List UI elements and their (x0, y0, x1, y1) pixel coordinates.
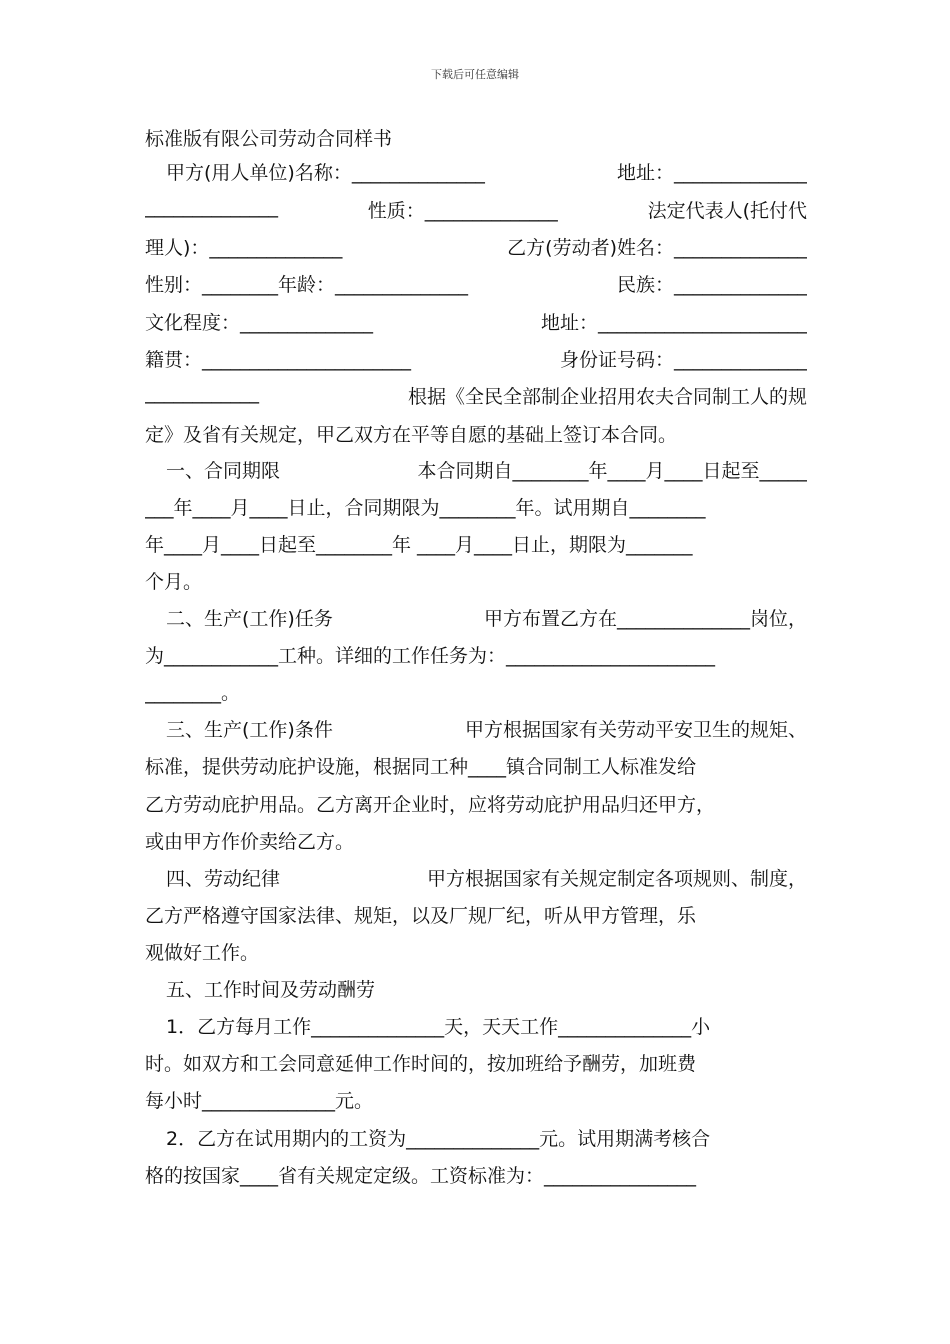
text-segment: 或由甲方作价卖给乙方。 (145, 831, 355, 853)
text-segment: 籍贯：______________________ (145, 349, 412, 371)
text-segment: 个月。 (145, 571, 203, 593)
text-segment: ___年____月____日止，合同期限为________年。试用期自________ (145, 497, 706, 519)
section-heading: 三、生产(工作)条件 (166, 719, 333, 741)
text-segment: 性别：________年龄：______________ (145, 274, 469, 296)
text-segment: 文化程度：______________ (145, 312, 374, 334)
body-line (145, 938, 807, 968)
body-line (145, 196, 807, 226)
body-line (166, 1124, 807, 1154)
body-line (145, 752, 807, 782)
text-segment: 2．乙方在试用期内的工资为______________元。试用期满考核合 (166, 1128, 711, 1150)
text-segment: 每小时______________元。 (145, 1090, 374, 1112)
document-title: 标准版有限公司劳动合同样书 (145, 128, 393, 150)
body-line (166, 604, 807, 634)
text-segment: 性质：______________ (367, 200, 558, 222)
text-segment: 乙方劳动庇护用品。乙方离开企业时，应将劳动庇护用品归还甲方， (145, 794, 716, 816)
body-line (145, 233, 807, 263)
text-segment: 甲方根据国家有关劳动平安卫生的规矩、 (464, 719, 807, 741)
text-segment: 甲方(用人单位)名称：______________ (166, 162, 485, 184)
text-segment: ____________ (145, 382, 259, 404)
text-segment: 为____________工种。详细的工作任务为：______________________ (145, 645, 716, 667)
body-line (145, 641, 807, 671)
text-segment: ________。 (145, 682, 241, 704)
body-line (145, 790, 807, 820)
text-segment: 甲方布置乙方在______________岗位， (483, 608, 807, 630)
body-line (145, 827, 807, 857)
section-heading: 二、生产(工作)任务 (166, 608, 333, 630)
body-line (145, 1086, 807, 1116)
text-segment: 观做好工作。 (145, 942, 260, 964)
body-line (145, 1049, 807, 1079)
text-segment: 甲方根据国家有关规定制定各项规则、制度， (426, 868, 807, 890)
page-header: 下载后可任意编辑 (431, 68, 519, 81)
text-segment: 年____月____日起至________年 ____月____日止，期限为_______ (145, 534, 693, 556)
body-line (145, 345, 807, 375)
body-line (166, 715, 807, 745)
body-line (145, 493, 807, 523)
text-segment: 地址：______________ (616, 162, 807, 184)
text-segment: 格的按国家____省有关规定定级。工资标准为：________________ (145, 1165, 697, 1187)
text-segment: 1．乙方每月工作______________天，天天工作______________小 (166, 1016, 711, 1038)
text-segment: ______________ (145, 196, 278, 218)
text-segment: 定》及省有关规定，甲乙双方在平等自愿的基础上签订本合同。 (145, 424, 678, 446)
body-line (166, 975, 807, 1005)
text-segment: 理人)：______________ (145, 237, 343, 259)
body-line (145, 530, 807, 560)
text-segment: 标准，提供劳动庇护设施，根据同工种____镇合同制工人标准发给 (145, 756, 697, 778)
body-line (145, 270, 807, 300)
section-heading: 五、工作时间及劳动酬劳 (166, 979, 376, 1001)
text-segment: 乙方严格遵守国家法律、规矩，以及厂规厂纪，听从甲方管理，乐 (145, 905, 697, 927)
body-line (145, 1161, 807, 1191)
text-segment: 法定代表人(托付代 (647, 200, 807, 222)
body-line (145, 308, 807, 338)
body-line (166, 456, 807, 486)
section-heading: 四、劳动纪律 (166, 868, 281, 890)
body-line (145, 382, 807, 412)
body-line (145, 678, 807, 708)
body-line (166, 1012, 807, 1042)
text-segment: 本合同期自________年____月____日起至_____ (417, 460, 807, 482)
text-segment: 地址：______________________ (540, 312, 807, 334)
body-line (166, 864, 807, 894)
text-segment: 民族：______________ (616, 274, 807, 296)
body-line (166, 158, 807, 188)
section-heading: 一、合同期限 (166, 460, 281, 482)
body-line (145, 420, 807, 450)
body-line (145, 567, 807, 597)
body-line (145, 901, 807, 931)
text-segment: 身份证号码：______________ (559, 349, 807, 371)
text-segment: 乙方(劳动者)姓名：______________ (507, 237, 807, 259)
text-segment: 根据《全民全部制企业招用农夫合同制工人的规 (407, 386, 807, 408)
text-segment: 时。如双方和工会同意延伸工作时间的，按加班给予酬劳，加班费 (145, 1053, 697, 1075)
